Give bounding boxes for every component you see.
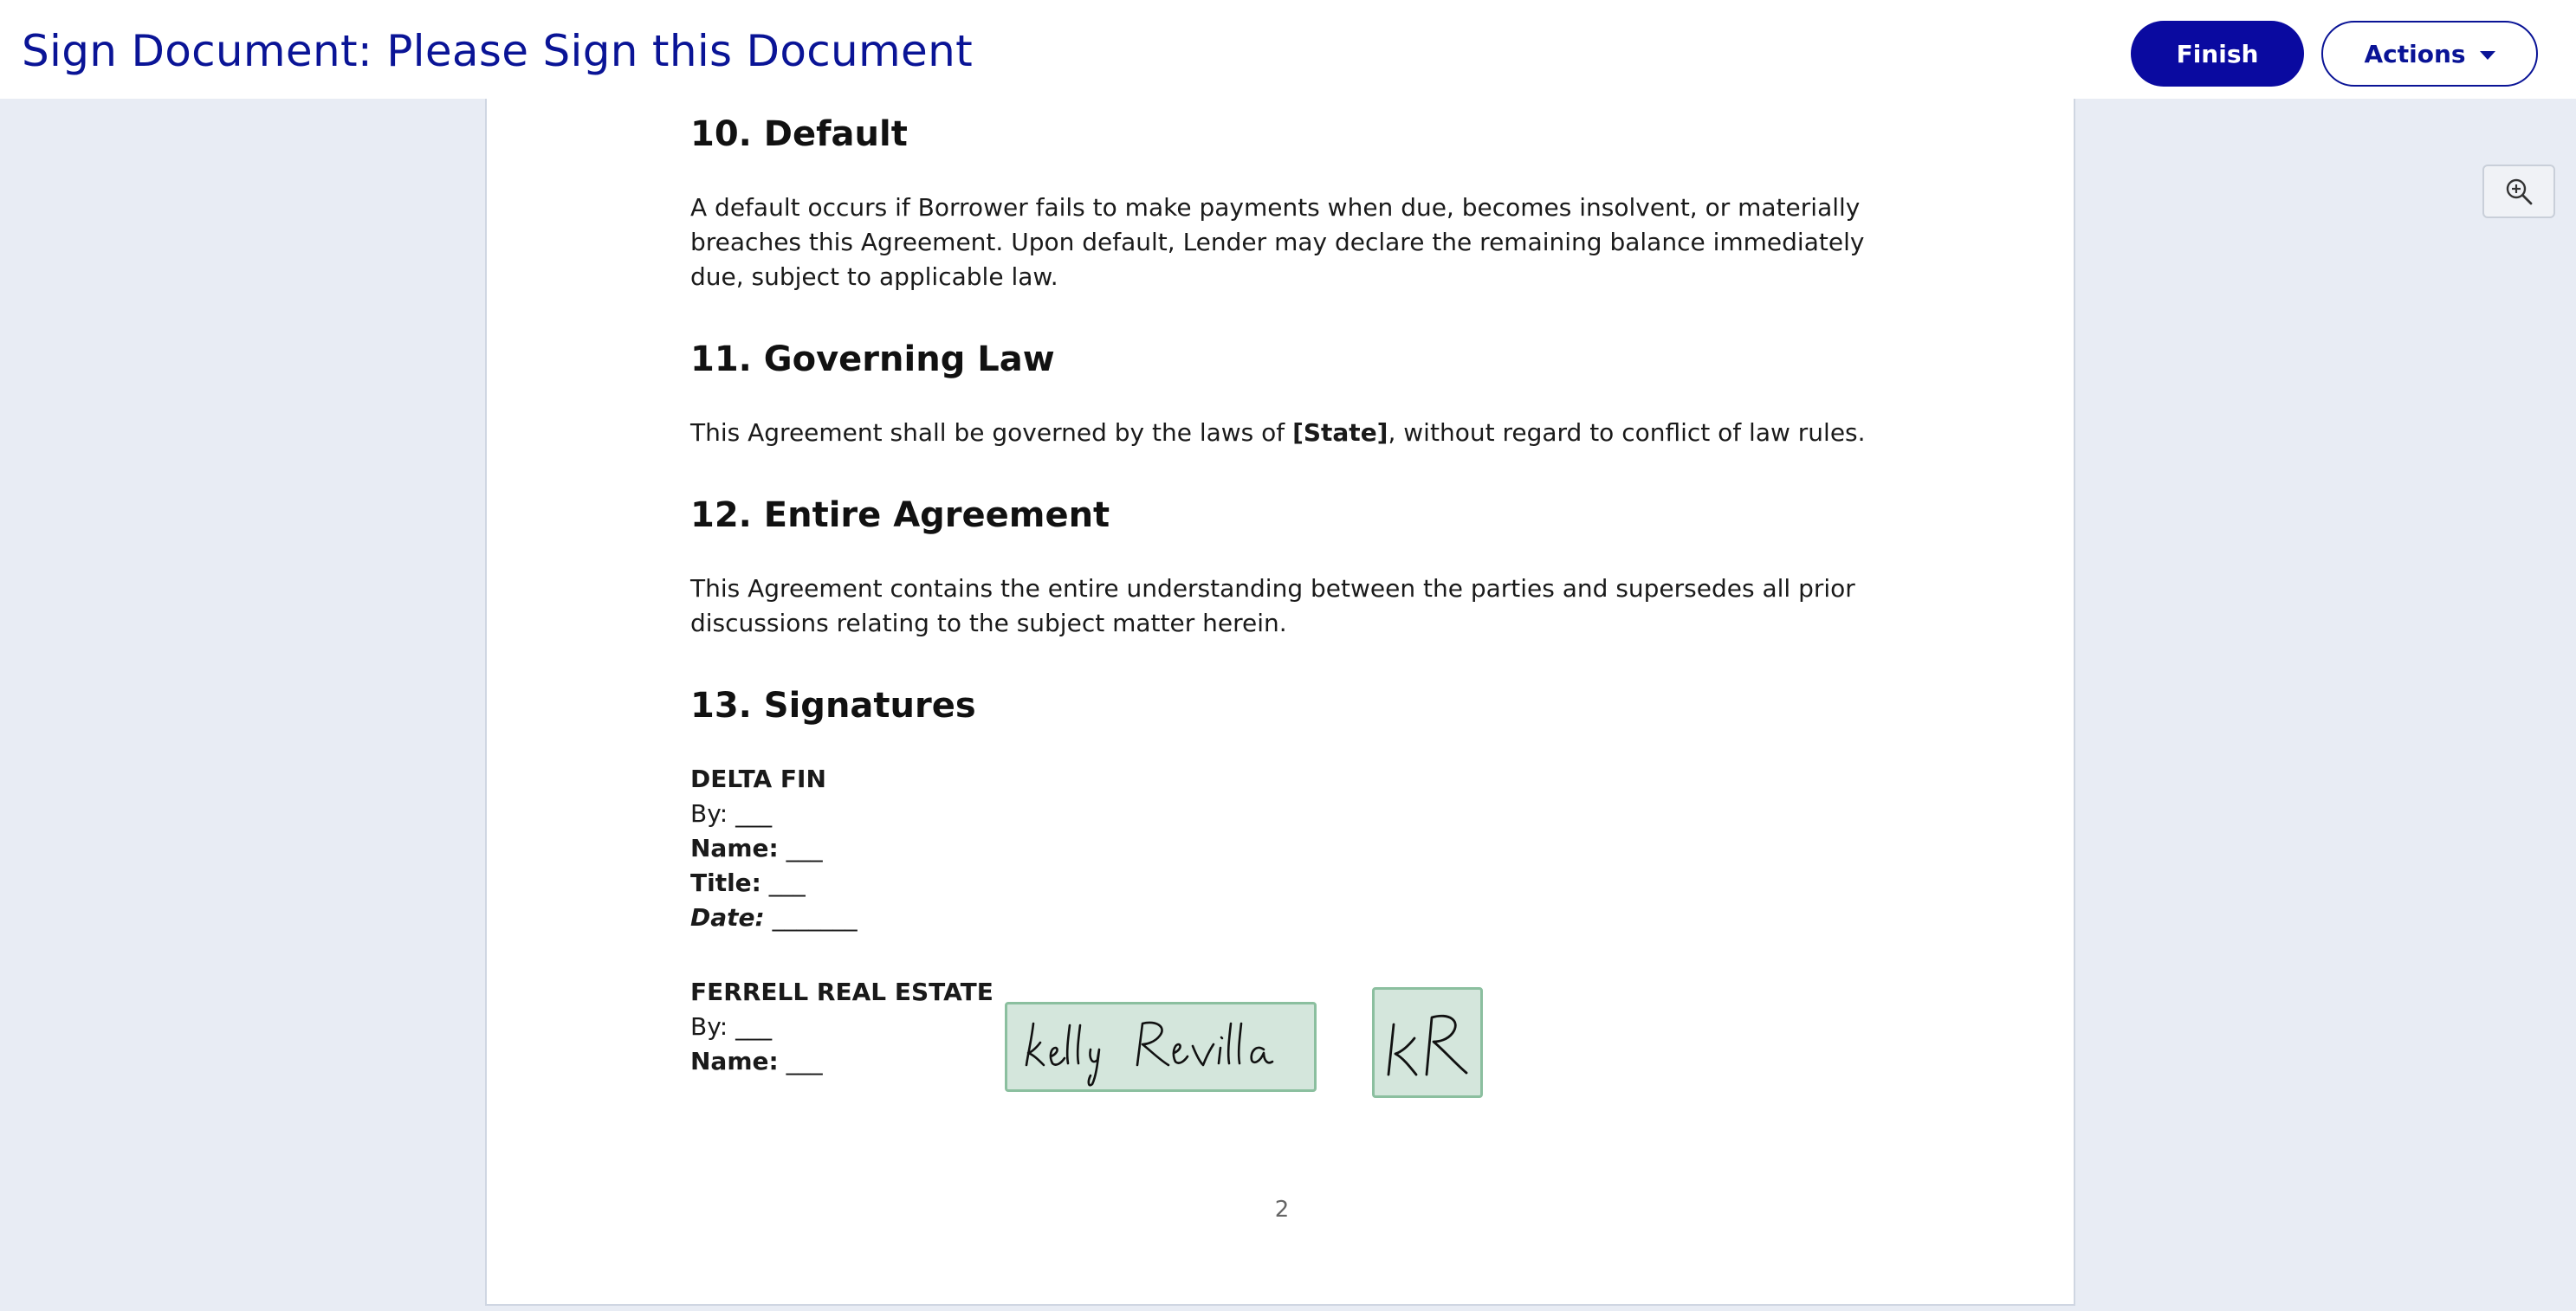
finish-button[interactable]: Finish bbox=[2131, 21, 2304, 87]
title-label: Title: bbox=[690, 869, 761, 897]
top-bar bbox=[0, 0, 2576, 99]
initials-field[interactable] bbox=[1372, 987, 1483, 1098]
section-body-default: A default occurs if Borrower fails to make payments when due, becomes insolvent, or materially breaches this Agreement. Upon default, Lender may declare the remaining balance immediately due, subject to applicable law. bbox=[690, 193, 1865, 291]
document-page bbox=[485, 99, 2075, 1306]
governing-law-text-2: , without regard to conflict of law rules. bbox=[1388, 418, 1866, 447]
section-heading-entire-agreement: 12. Entire Agreement bbox=[690, 495, 1110, 535]
by-label: By: bbox=[690, 1012, 728, 1041]
date-label: Date: bbox=[690, 903, 765, 932]
signature-field[interactable] bbox=[1005, 1002, 1317, 1092]
zoom-in-icon bbox=[2503, 176, 2534, 207]
actions-button[interactable] bbox=[2321, 21, 2538, 87]
name-value: ___ bbox=[786, 1047, 823, 1075]
page-number: 2 bbox=[1274, 1197, 1290, 1223]
date-value: _______ bbox=[772, 903, 858, 932]
ferrell-name-line bbox=[690, 1044, 823, 1079]
title-value: ___ bbox=[768, 869, 806, 897]
caret-down-icon bbox=[2480, 51, 2495, 60]
initials-image bbox=[1375, 990, 1480, 1095]
party-name-delta-fin: DELTA FIN bbox=[690, 765, 826, 793]
section-body-governing-law bbox=[690, 416, 1903, 450]
name-value: ___ bbox=[786, 834, 823, 862]
page-title: Sign Document: Please Sign this Document bbox=[22, 26, 973, 76]
delta-fin-by-line bbox=[690, 797, 772, 831]
zoom-in-button[interactable] bbox=[2482, 165, 2555, 218]
delta-fin-date-line bbox=[690, 901, 858, 935]
name-label: Name: bbox=[690, 834, 779, 862]
section-body-entire-agreement: This Agreement contains the entire understanding between the parties and supersedes all prior discussions relating to the subject matter herein. bbox=[690, 574, 1855, 637]
by-value: ___ bbox=[735, 799, 773, 828]
ferrell-by-line bbox=[690, 1010, 772, 1044]
by-value: ___ bbox=[735, 1012, 773, 1041]
name-label: Name: bbox=[690, 1047, 779, 1075]
actions-label: Actions bbox=[2364, 39, 2466, 68]
delta-fin-name-line bbox=[690, 831, 823, 866]
governing-law-state: [State] bbox=[1292, 418, 1388, 447]
party-name-ferrell: FERRELL REAL ESTATE bbox=[690, 978, 994, 1006]
section-heading-default: 10. Default bbox=[690, 114, 908, 154]
by-label: By: bbox=[690, 799, 728, 828]
signature-image bbox=[1007, 1004, 1314, 1089]
governing-law-text-1: This Agreement shall be governed by the laws of bbox=[690, 418, 1293, 447]
section-heading-governing-law: 11. Governing Law bbox=[690, 339, 1055, 379]
section-heading-signatures: 13. Signatures bbox=[690, 686, 976, 726]
delta-fin-title-line bbox=[690, 866, 806, 901]
